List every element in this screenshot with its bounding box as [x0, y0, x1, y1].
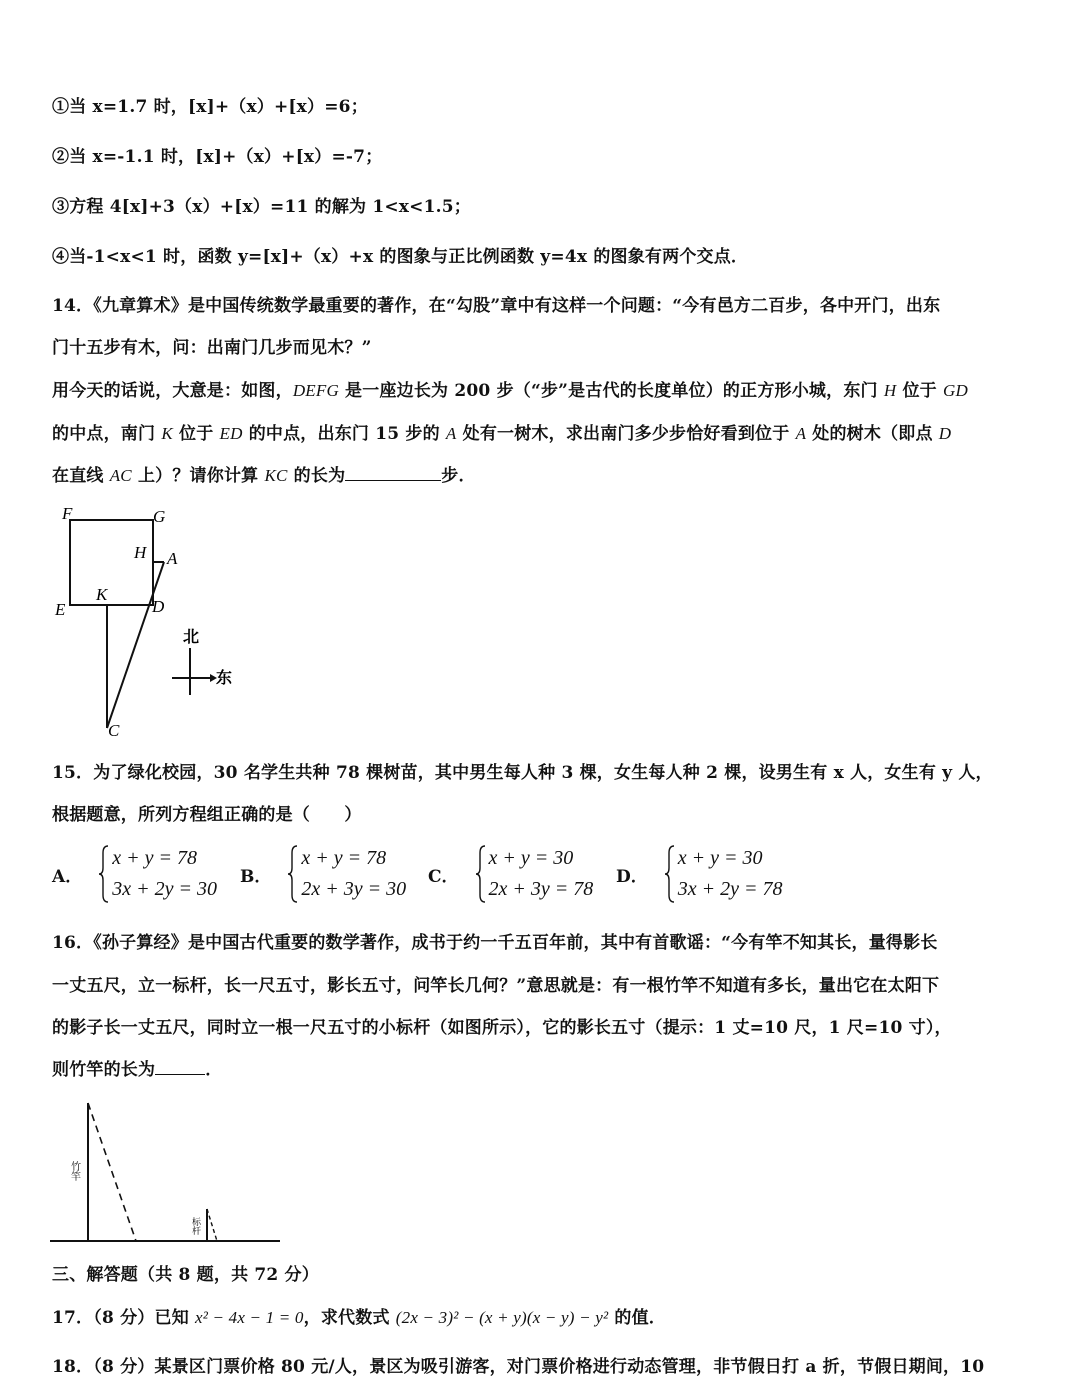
- q15-line-2: 根据题意，所列方程组正确的是（ ）: [52, 805, 362, 825]
- q17-line: [52, 1303, 666, 1328]
- option-label: D．: [616, 866, 648, 887]
- equation-1: x + y = 30: [677, 847, 763, 869]
- var-k: K: [161, 424, 173, 443]
- label-marker: 标杆: [191, 1217, 201, 1235]
- brace-icon: [287, 845, 299, 903]
- pole-shadow-ray: [88, 1103, 136, 1241]
- brace-icon: [664, 845, 676, 903]
- answer-blank[interactable]: [155, 1060, 205, 1075]
- q16-line-1: 16．《孙子算经》是中国古代重要的数学著作，成书于约一千五百年前，其中有首歌谣：“今有竿不知其长，量得影长: [52, 933, 938, 953]
- q16-figure: [50, 1095, 290, 1250]
- label-k: K: [96, 585, 108, 604]
- equation-1: x + y = 78: [112, 847, 197, 869]
- label-e: E: [55, 600, 66, 619]
- q17-expression: (2x − 3)² − (x + y)(x − y) − y²: [395, 1308, 609, 1327]
- var-ac: AC: [109, 466, 132, 485]
- q14-line-5: [52, 461, 476, 486]
- equation-1: x + y = 78: [301, 847, 387, 869]
- q15-line-1: 15．为了绿化校园，30 名学生共种 78 棵树苗，其中男生每人种 3 棵，女生每人种 2 棵，设男生有 x 人，女生有 y 人，: [52, 763, 993, 783]
- statement-4: ④当-1<x<1 时，函数 y=[x]+（x）+x 的图象与正比例函数 y=4x 的图象有两个交点．: [52, 247, 749, 267]
- q17-text: 的值．: [608, 1308, 666, 1328]
- option-c[interactable]: [428, 842, 593, 906]
- var-gd: GD: [942, 381, 968, 400]
- option-a[interactable]: [52, 842, 217, 906]
- q16-line-2: 一丈五尺，立一标杆，长一尺五寸，影长五寸，问竿长几何？”意思就是：有一根竹竿不知道有多长，量出它在太阳下: [52, 976, 940, 996]
- var-h: H: [883, 381, 897, 400]
- q14-text: 处有一树木，求出南门多少步恰好看到位于: [456, 424, 796, 444]
- label-east: 东: [216, 670, 233, 687]
- var-defg: DEFG: [292, 381, 339, 400]
- q14-text: 处的树木（即点: [806, 424, 939, 444]
- q14-text: 上）？请你计算: [131, 466, 265, 486]
- segment-ac: [107, 562, 164, 728]
- q16-line-3: 的影子长一丈五尺，同时立一根一尺五寸的小标杆（如图所示），它的影长五寸（提示：1 丈=10 尺，1 尺=10 寸），: [52, 1018, 952, 1038]
- label-bamboo: 竹竿: [68, 1161, 80, 1181]
- q14-text: 在直线: [52, 466, 110, 486]
- label-north: 北: [183, 629, 200, 646]
- option-b[interactable]: [240, 842, 406, 906]
- label-g: G: [153, 507, 166, 526]
- brace-icon: [475, 845, 487, 903]
- q17-text: 17．（8 分）已知: [52, 1308, 196, 1328]
- brace-icon: [98, 845, 110, 903]
- q16-text: 则竹竿的长为: [52, 1060, 156, 1080]
- statement-2: ②当 x=-1.1 时，[x]+（x）+[x）=-7；: [52, 147, 383, 167]
- equation-system: [664, 843, 783, 905]
- option-label: C．: [428, 866, 459, 887]
- equation-2: 2x + 3y = 30: [301, 878, 407, 900]
- var-a: A: [795, 424, 807, 443]
- square-defg: [70, 520, 153, 605]
- equation-2: 3x + 2y = 78: [677, 878, 783, 900]
- equation-system: [475, 843, 594, 905]
- section-3-heading: 三、解答题（共 8 题，共 72 分）: [52, 1265, 319, 1285]
- q14-line-2: 门十五步有木，问：出南门几步而见木？”: [52, 338, 372, 358]
- equation-2: 3x + 2y = 30: [112, 878, 217, 900]
- label-d: D: [152, 597, 165, 616]
- q14-text: 是一座边长为 200 步（“步”是古代的长度单位）的正方形小城，东门: [338, 381, 884, 401]
- equation-2: 2x + 3y = 78: [488, 878, 594, 900]
- option-label: B．: [240, 866, 272, 887]
- var-d: D: [938, 424, 952, 443]
- equation-1: x + y = 30: [488, 847, 574, 869]
- equation-system: [287, 843, 406, 905]
- q14-figure: [50, 500, 250, 745]
- q16-line-4: [52, 1055, 222, 1080]
- q14-text: 的中点，南门: [52, 424, 162, 444]
- var-kc: KC: [264, 466, 288, 485]
- label-h: H: [134, 543, 147, 562]
- q14-text: 的中点，出东门 15 步的: [242, 424, 446, 444]
- q14-text: 位于: [896, 381, 943, 401]
- q14-text: 步．: [441, 466, 476, 486]
- q14-line-1: 14．《九章算术》是中国传统数学最重要的著作，在“勾股”章中有这样一个问题：“今有邑方二百步，各中开门，出东: [52, 296, 941, 316]
- q17-text: ，求代数式: [303, 1308, 396, 1328]
- q14-text: 位于: [172, 424, 220, 444]
- q14-text: 的长为: [287, 466, 346, 486]
- marker-shadow-ray: [207, 1209, 217, 1241]
- q16-text: ．: [205, 1060, 223, 1080]
- q14-line-4: [52, 419, 951, 444]
- q17-equation: x² − 4x − 1 = 0: [195, 1308, 304, 1327]
- label-c: C: [108, 721, 120, 740]
- statement-3: ③方程 4[x]+3（x）+[x）=11 的解为 1<x<1.5；: [52, 197, 471, 217]
- label-f: F: [62, 504, 73, 523]
- option-d[interactable]: [616, 842, 783, 906]
- var-ed: ED: [219, 424, 243, 443]
- answer-blank[interactable]: [345, 466, 441, 481]
- var-a: A: [445, 424, 457, 443]
- label-a: A: [167, 549, 178, 568]
- q18-line-1: 18．（8 分）某景区门票价格 80 元/人，景区为吸引游客，对门票价格进行动态管理，非节假日打 a 折，节假日期间，10: [52, 1357, 985, 1377]
- option-label: A．: [52, 866, 83, 887]
- q14-text: 用今天的话说，大意是：如图，: [52, 381, 293, 401]
- equation-system: [98, 843, 217, 905]
- statement-1: ①当 x=1.7 时，[x]+（x）+[x）=6；: [52, 97, 368, 117]
- q14-line-3: [52, 376, 968, 401]
